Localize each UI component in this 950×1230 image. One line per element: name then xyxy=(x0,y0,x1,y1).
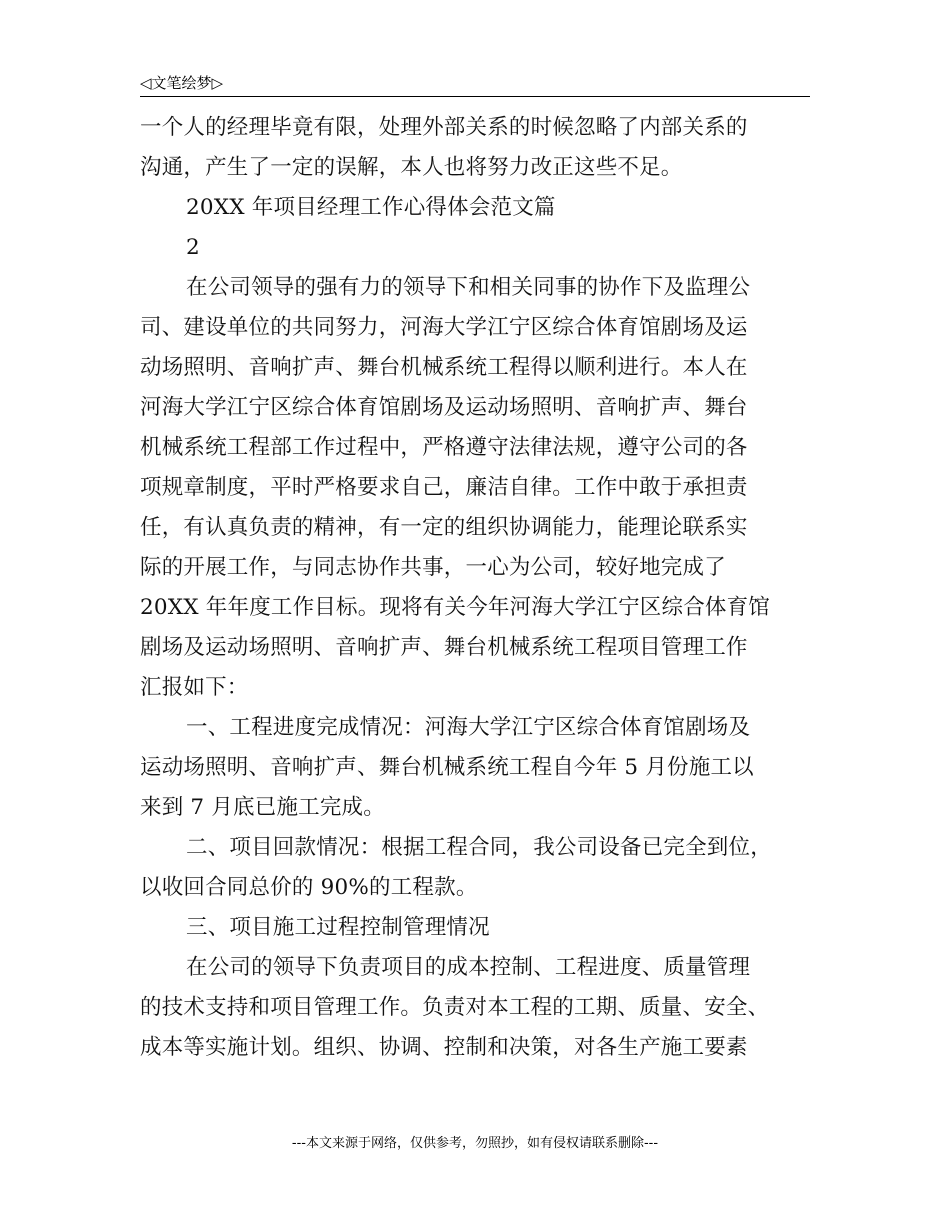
text-line: 司、建设单位的共同努力，河海大学江宁区综合体育馆剧场及运 xyxy=(140,315,748,340)
text-line: 以收回合同总价的 90%的工程款。 xyxy=(140,875,478,900)
text-line: 一、工程进度完成情况：河海大学江宁区综合体育馆剧场及 xyxy=(186,715,751,740)
text-line: 动场照明、音响扩声、舞台机械系统工程得以顺利进行。本人在 xyxy=(140,355,748,380)
text-line: 二、项目回款情况：根据工程合同，我公司设备已完全到位， xyxy=(186,835,772,860)
text-line: 际的开展工作，与同志协作共事，一心为公司，较好地完成了 xyxy=(140,555,726,580)
text-line: 来到 7 月底已施工完成。 xyxy=(140,795,385,820)
text-line: 项规章制度，平时严格要求自己，廉洁自律。工作中敢于承担责 xyxy=(140,475,748,500)
page-header xyxy=(140,70,810,97)
text-line: 运动场照明、音响扩声、舞台机械系统工程自今年 5 月份施工以 xyxy=(140,755,754,780)
section-title-number: 2 xyxy=(186,235,200,260)
text-line: 20XX 年年度工作目标。现将有关今年河海大学江宁区综合体育馆 xyxy=(140,595,771,620)
text-line: 沟通，产生了一定的误解，本人也将努力改正这些不足。 xyxy=(140,155,683,180)
document-body xyxy=(140,108,812,1068)
text-line: 河海大学江宁区综合体育馆剧场及运动场照明、音响扩声、舞台 xyxy=(140,395,748,420)
page-footer: ---本文来源于网络，仅供参考，勿照抄，如有侵权请联系删除--- xyxy=(291,1136,659,1151)
text-line: 一个人的经理毕竟有限，处理外部关系的时候忽略了内部关系的 xyxy=(140,115,748,140)
header-title: ◁文笔绘梦▷ xyxy=(140,74,224,92)
text-line: 机械系统工程部工作过程中，严格遵守法律法规，遵守公司的各 xyxy=(140,435,748,460)
text-line: 的技术支持和项目管理工作。负责对本工程的工期、质量、安全、 xyxy=(140,995,770,1020)
text-line: 在公司领导的强有力的领导下和相关同事的协作下及监理公 xyxy=(186,275,751,300)
text-line: 在公司的领导下负责项目的成本控制、工程进度、质量管理 xyxy=(186,955,751,980)
text-line: 成本等实施计划。组织、协调、控制和决策，对各生产施工要素 xyxy=(140,1035,748,1060)
text-line: 任，有认真负责的精神，有一定的组织协调能力，能理论联系实 xyxy=(140,515,748,540)
text-line: 汇报如下： xyxy=(140,675,249,700)
section-title: 20XX 年项目经理工作心得体会范文篇 xyxy=(186,195,556,220)
text-line: 三、项目施工过程控制管理情况 xyxy=(186,915,490,940)
text-line: 剧场及运动场照明、音响扩声、舞台机械系统工程项目管理工作 xyxy=(140,635,748,660)
